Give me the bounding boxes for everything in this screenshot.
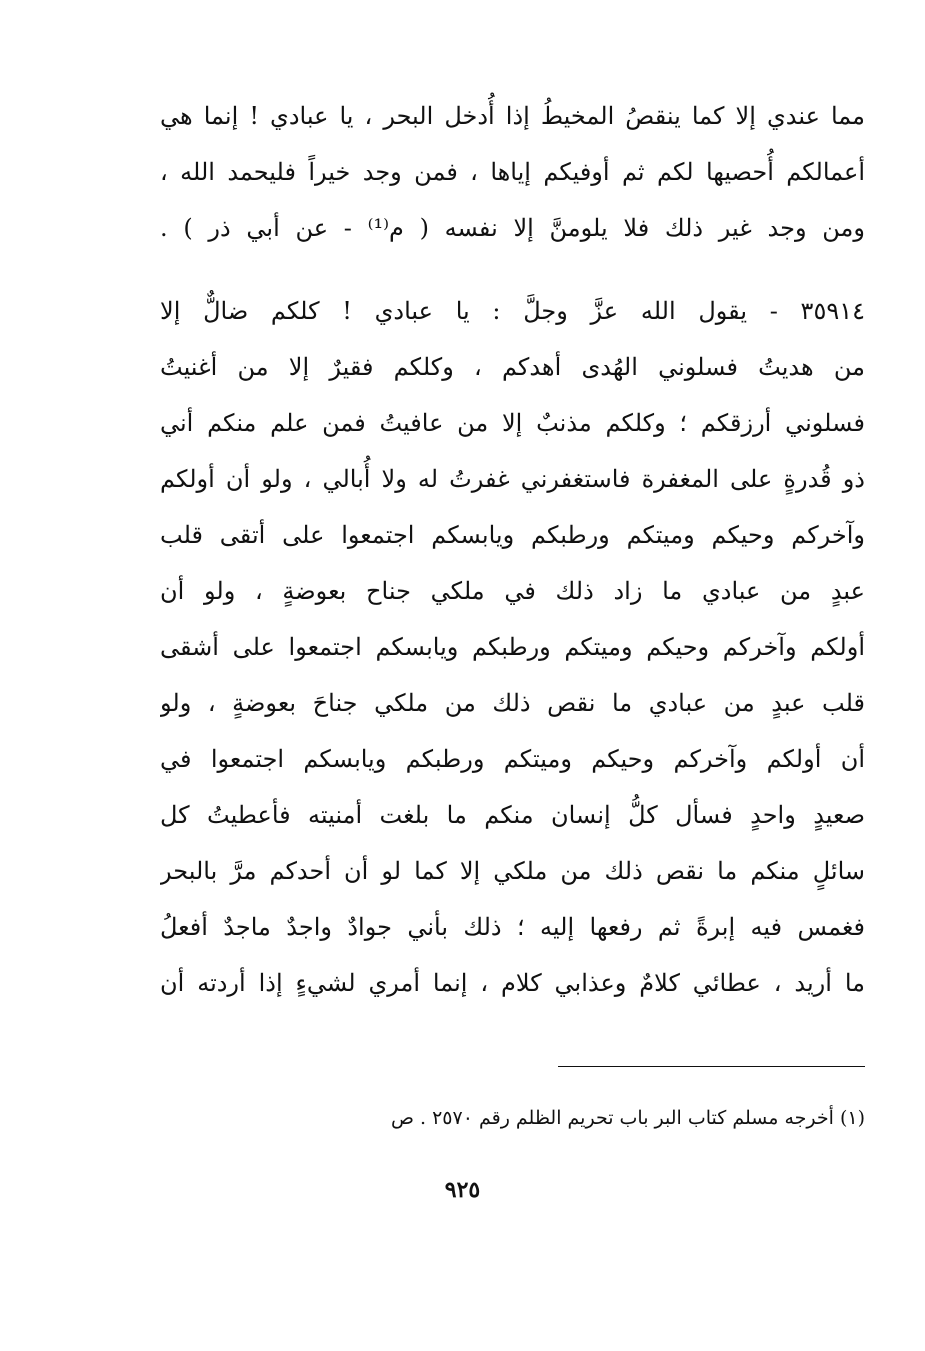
text-line: ذو قُدرةٍ على المغفرة فاستغفرني غفرتُ له ولا أُبالي ، ولو أن أولكم	[160, 465, 865, 493]
text-line: أعمالكم أُحصيها لكم ثم أوفيكم إياها ، فمن وجد خيراً فليحمد الله ،	[160, 158, 865, 186]
text-line: مما عندي إلا كما ينقصُ المخيطُ إذا أُدخل البحر ، يا عبادي ! إنما هي	[160, 102, 865, 130]
text-line: قلب عبدٍ من عبادي ما نقص ذلك من ملكي جناحَ بعوضةٍ ، ولو	[160, 689, 865, 717]
paragraph-1	[160, 88, 865, 256]
paragraph-2	[160, 283, 865, 1011]
footnote-divider	[558, 1066, 865, 1067]
text-line: ما أريد ، عطائي كلامٌ وعذابي كلام ، إنما أمري لشيءٍ إذا أردته أن	[160, 969, 865, 997]
text-line: سائلٍ منكم ما نقص ذلك من ملكي إلا كما لو أن أحدكم مرَّ بالبحر	[160, 857, 865, 885]
text-line: أن أولكم وآخركم وحيكم وميتكم ورطبكم ويابسكم اجتمعوا في	[160, 745, 865, 773]
text-line: فغمس فيه إبرةً ثم رفعها إليه ؛ ذلك بأني جوادٌ واجدٌ ماجدٌ أفعلُ	[160, 913, 865, 941]
text-line: أولكم وآخركم وحيكم وميتكم ورطبكم ويابسكم اجتمعوا على أشقى	[160, 633, 865, 661]
footnote: (١) أخرجه مسلم كتاب البر باب تحريم الظلم رقم ٢٥٧٠ . ص	[391, 1107, 865, 1129]
text-line: ومن وجد غير ذلك فلا يلومنَّ إلا نفسه ( م⁽¹⁾ - عن أبي ذر ) .	[160, 214, 865, 242]
page-number: ٩٢٥	[444, 1177, 481, 1203]
text-line: صعيدٍ واحدٍ فسأل كلُّ إنسان منكم ما بلغت أمنيته فأعطيتُ كل	[160, 801, 865, 829]
text-line: فسلوني أرزقكم ؛ وكلكم مذنبٌ إلا من عافيتُ فمن علم منكم أني	[160, 409, 865, 437]
text-line: عبدٍ من عبادي ما زاد ذلك في ملكي جناح بعوضةٍ ، ولو أن	[160, 577, 865, 605]
text-line: وآخركم وحيكم وميتكم ورطبكم ويابسكم اجتمعوا على أتقى قلب	[160, 521, 865, 549]
text-line: من هديتُ فسلوني الهُدى أهدكم ، وكلكم فقيرٌ إلا من أغنيتُ	[160, 353, 865, 381]
text-line: ٣٥٩١٤ - يقول الله عزَّ وجلَّ : يا عبادي ! كلكم ضالٌّ إلا	[160, 297, 865, 325]
